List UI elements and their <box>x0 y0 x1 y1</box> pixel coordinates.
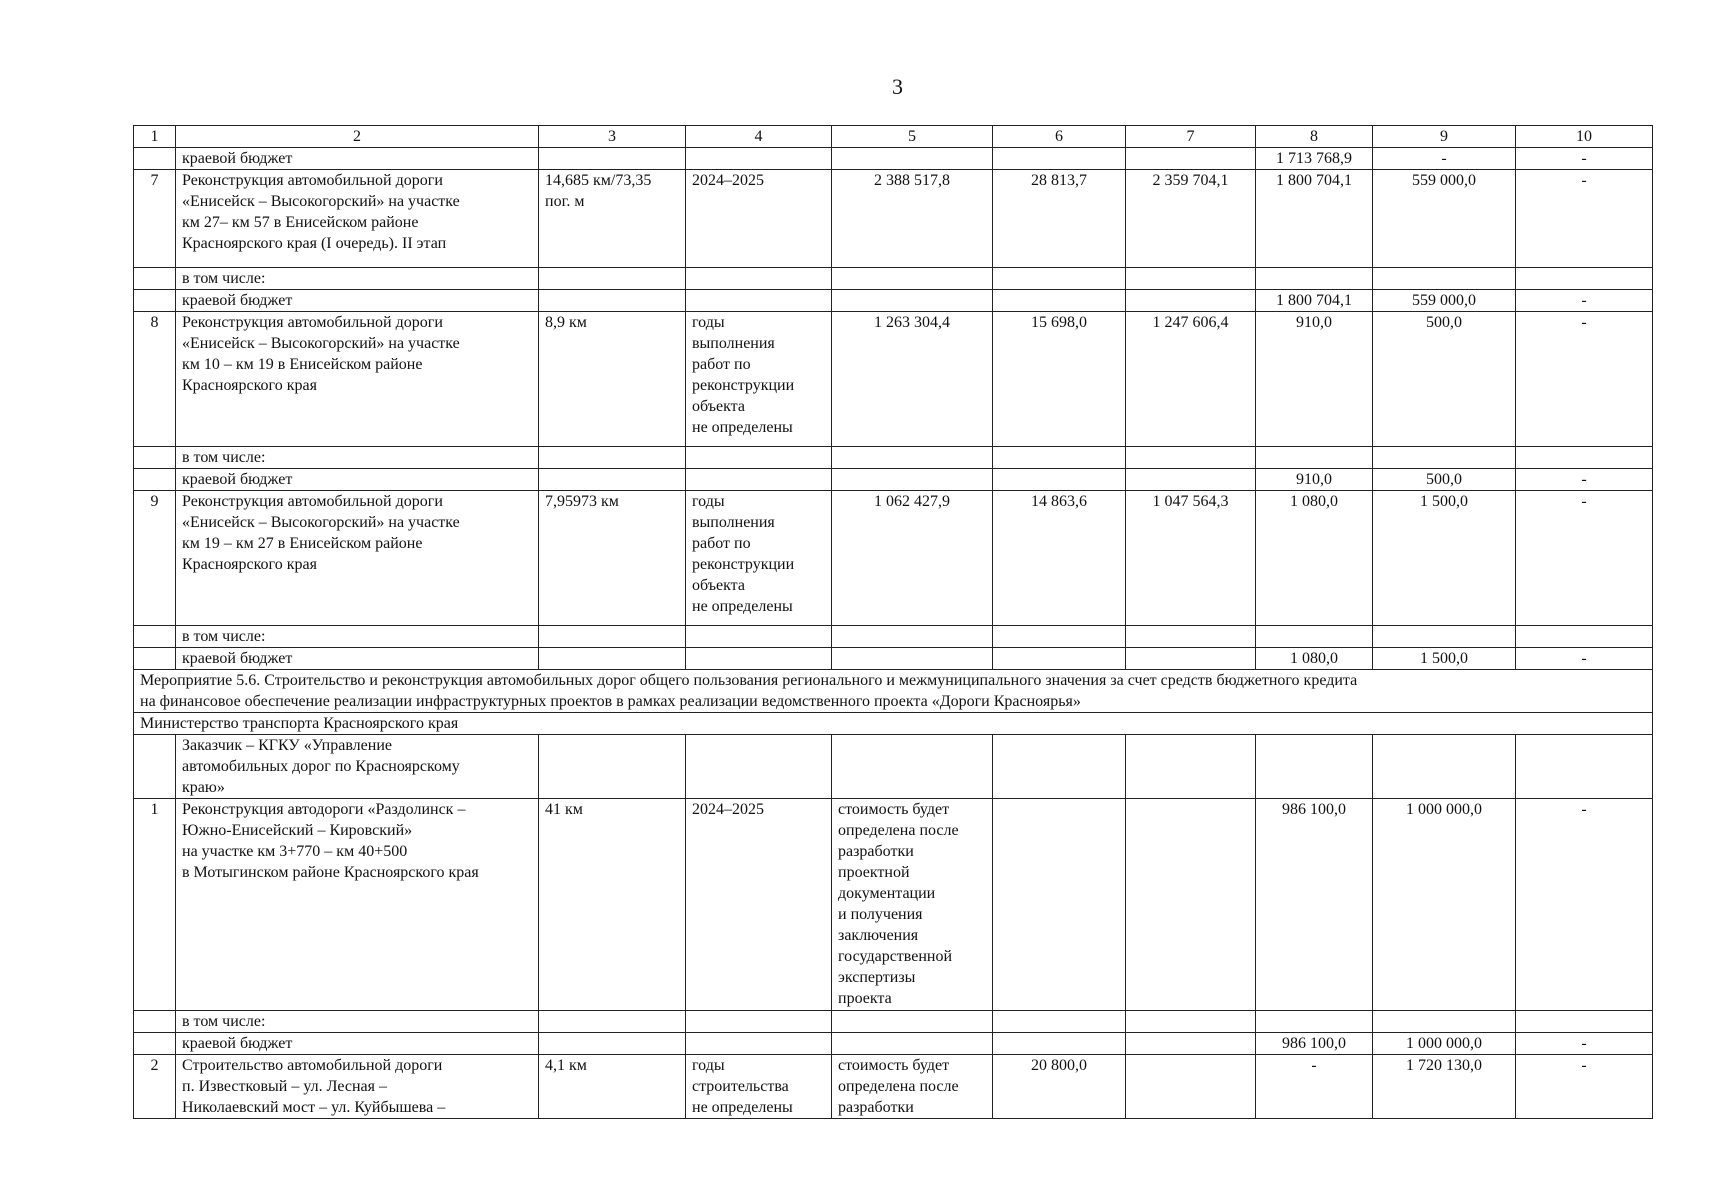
subtotal-row <box>134 469 1653 491</box>
row-label: в том числе: <box>176 447 539 469</box>
row-number: 8 <box>134 312 176 447</box>
cell-c5: 2 388 517,8 <box>832 170 993 268</box>
cell-c6 <box>993 799 1126 1011</box>
column-header: 10 <box>1516 126 1653 148</box>
cell-c9: 500,0 <box>1373 469 1516 491</box>
cell-c3 <box>539 148 686 170</box>
subtotal-row <box>134 1011 1653 1033</box>
cell-c5 <box>832 268 993 290</box>
object-name: Строительство автомобильной дороги п. Известковый – ул. Лесная – Николаевский мост – ул. Куйбышева – <box>176 1055 539 1119</box>
cell-c5 <box>832 1011 993 1033</box>
cell-c10 <box>1516 268 1653 290</box>
cell-c5 <box>832 290 993 312</box>
cell-c10: - <box>1516 312 1653 447</box>
cell-c4 <box>686 290 832 312</box>
table-row <box>134 170 1653 268</box>
cell-c9 <box>1373 268 1516 290</box>
cell-c9 <box>1373 735 1516 799</box>
cell-c10: - <box>1516 1055 1653 1119</box>
period: 2024–2025 <box>686 799 832 1011</box>
capacity: 7,95973 км <box>539 491 686 626</box>
row-label: в том числе: <box>176 626 539 648</box>
cell-c3 <box>539 469 686 491</box>
cell-c10: - <box>1516 469 1653 491</box>
cell-c8 <box>1256 268 1373 290</box>
cell-c10: - <box>1516 648 1653 670</box>
cell-c9: 559 000,0 <box>1373 290 1516 312</box>
cell-c7 <box>1126 268 1256 290</box>
cell-c7 <box>1126 799 1256 1011</box>
cell-c8 <box>1256 735 1373 799</box>
cell-c5 <box>832 735 993 799</box>
table-header-row <box>134 126 1653 148</box>
cell-c10 <box>1516 1011 1653 1033</box>
cell-c4 <box>686 626 832 648</box>
budget-table <box>133 125 1653 1119</box>
cell-c8: 1 080,0 <box>1256 648 1373 670</box>
cell-c7: 1 047 564,3 <box>1126 491 1256 626</box>
table-row <box>134 491 1653 626</box>
column-header: 6 <box>993 126 1126 148</box>
cell-c7 <box>1126 1033 1256 1055</box>
object-name: Реконструкция автомобильной дороги «Енисейск – Высокогорский» на участке км 10 – км 19 в Енисейском районе Красноярского края <box>176 312 539 447</box>
row-label: в том числе: <box>176 268 539 290</box>
period: 2024–2025 <box>686 170 832 268</box>
cell-c7 <box>1126 148 1256 170</box>
cell-c6 <box>993 290 1126 312</box>
cell-c6 <box>993 148 1126 170</box>
section-title: Мероприятие 5.6. Строительство и реконструкция автомобильных дорог общего пользования регионального и межмуниципального значения за счет средств бюджетного кредита на финансовое обеспечение реализации инфраструктурных проектов в рамках реализации ведомственного проекта «Дороги Красноярья» <box>134 670 1653 713</box>
row-number-cell <box>134 1033 176 1055</box>
cell-c8: 986 100,0 <box>1256 799 1373 1011</box>
cell-c7 <box>1126 648 1256 670</box>
cell-c10: - <box>1516 290 1653 312</box>
object-name: Реконструкция автомобильной дороги «Енисейск – Высокогорский» на участке км 27– км 57 в Енисейском районе Красноярского края (I очередь). II этап <box>176 170 539 268</box>
cell-c9: - <box>1373 148 1516 170</box>
cell-c9: 1 720 130,0 <box>1373 1055 1516 1119</box>
row-number-cell <box>134 648 176 670</box>
cell-c7 <box>1126 447 1256 469</box>
subtotal-row <box>134 1033 1653 1055</box>
cell-c8: 910,0 <box>1256 312 1373 447</box>
cell-c10 <box>1516 626 1653 648</box>
table-row <box>134 1055 1653 1119</box>
cell-c6 <box>993 1011 1126 1033</box>
row-number-cell <box>134 290 176 312</box>
subtotal-row <box>134 648 1653 670</box>
column-header: 5 <box>832 126 993 148</box>
cell-c6: 28 813,7 <box>993 170 1126 268</box>
cell-c7: 1 247 606,4 <box>1126 312 1256 447</box>
cell-c5 <box>832 469 993 491</box>
row-number: 9 <box>134 491 176 626</box>
cell-c8: 986 100,0 <box>1256 1033 1373 1055</box>
cell-c10: - <box>1516 170 1653 268</box>
cell-c8: 1 800 704,1 <box>1256 170 1373 268</box>
cell-c8: 1 080,0 <box>1256 491 1373 626</box>
cell-c10 <box>1516 735 1653 799</box>
cell-c8: - <box>1256 1055 1373 1119</box>
cell-c8: 1 800 704,1 <box>1256 290 1373 312</box>
object-name: Реконструкция автомобильной дороги «Енисейск – Высокогорский» на участке км 19 – км 27 в Енисейском районе Красноярского края <box>176 491 539 626</box>
cell-c6: 14 863,6 <box>993 491 1126 626</box>
cell-c6 <box>993 648 1126 670</box>
section-title: Министерство транспорта Красноярского края <box>134 713 1653 735</box>
cell-c6 <box>993 626 1126 648</box>
capacity: 8,9 км <box>539 312 686 447</box>
column-header: 7 <box>1126 126 1256 148</box>
cell-c5 <box>832 148 993 170</box>
subtotal-row <box>134 268 1653 290</box>
cell-c6 <box>993 268 1126 290</box>
cell-c3 <box>539 735 686 799</box>
row-label: в том числе: <box>176 1011 539 1033</box>
page-number: 3 <box>892 74 903 99</box>
section-row <box>134 670 1653 713</box>
cell-c3 <box>539 626 686 648</box>
cell-c6: 20 800,0 <box>993 1055 1126 1119</box>
subtotal-row <box>134 290 1653 312</box>
row-label: краевой бюджет <box>176 469 539 491</box>
cell-c5: стоимость будет определена после разработки проектной документации и получения заключения государственной экспертизы проекта <box>832 799 993 1011</box>
cell-c6 <box>993 1033 1126 1055</box>
cell-c4 <box>686 447 832 469</box>
subtotal-row <box>134 735 1653 799</box>
capacity: 41 км <box>539 799 686 1011</box>
section-row <box>134 713 1653 735</box>
cell-c9: 559 000,0 <box>1373 170 1516 268</box>
period: годы выполнения работ по реконструкции объекта не определены <box>686 312 832 447</box>
cell-c5: 1 062 427,9 <box>832 491 993 626</box>
cell-c9 <box>1373 626 1516 648</box>
table-row <box>134 312 1653 447</box>
cell-c5: стоимость будет определена после разработки <box>832 1055 993 1119</box>
row-number-cell <box>134 447 176 469</box>
cell-c5 <box>832 648 993 670</box>
subtotal-row <box>134 447 1653 469</box>
cell-c10: - <box>1516 799 1653 1011</box>
cell-c3 <box>539 1011 686 1033</box>
cell-c7 <box>1126 469 1256 491</box>
cell-c6 <box>993 469 1126 491</box>
column-header: 1 <box>134 126 176 148</box>
column-header: 2 <box>176 126 539 148</box>
column-header: 9 <box>1373 126 1516 148</box>
column-header: 8 <box>1256 126 1373 148</box>
cell-c4 <box>686 469 832 491</box>
period: годы строительства не определены <box>686 1055 832 1119</box>
row-number-cell <box>134 626 176 648</box>
capacity: 14,685 км/73,35 пог. м <box>539 170 686 268</box>
cell-c8: 910,0 <box>1256 469 1373 491</box>
cell-c10 <box>1516 447 1653 469</box>
row-label: краевой бюджет <box>176 1033 539 1055</box>
cell-c4 <box>686 648 832 670</box>
cell-c3 <box>539 447 686 469</box>
row-number-cell <box>134 268 176 290</box>
cell-c3 <box>539 648 686 670</box>
cell-c6: 15 698,0 <box>993 312 1126 447</box>
cell-c8 <box>1256 626 1373 648</box>
cell-c9: 500,0 <box>1373 312 1516 447</box>
cell-c9: 1 000 000,0 <box>1373 799 1516 1011</box>
cell-c7 <box>1126 735 1256 799</box>
cell-c9: 1 500,0 <box>1373 491 1516 626</box>
row-label: Заказчик – КГКУ «Управление автомобильных дорог по Красноярскому краю» <box>176 735 539 799</box>
cell-c4 <box>686 1033 832 1055</box>
cell-c7: 2 359 704,1 <box>1126 170 1256 268</box>
cell-c9 <box>1373 1011 1516 1033</box>
row-number: 2 <box>134 1055 176 1119</box>
cell-c7 <box>1126 626 1256 648</box>
cell-c3 <box>539 1033 686 1055</box>
column-header: 3 <box>539 126 686 148</box>
cell-c7 <box>1126 1055 1256 1119</box>
subtotal-row <box>134 148 1653 170</box>
cell-c9: 1 000 000,0 <box>1373 1033 1516 1055</box>
object-name: Реконструкция автодороги «Раздолинск – Южно-Енисейский – Кировский» на участке км 3+770 – км 40+500 в Мотыгинском районе Красноярского края <box>176 799 539 1011</box>
capacity: 4,1 км <box>539 1055 686 1119</box>
cell-c8: 1 713 768,9 <box>1256 148 1373 170</box>
cell-c9 <box>1373 447 1516 469</box>
cell-c4 <box>686 735 832 799</box>
cell-c6 <box>993 447 1126 469</box>
cell-c8 <box>1256 1011 1373 1033</box>
cell-c10: - <box>1516 1033 1653 1055</box>
row-number-cell <box>134 469 176 491</box>
row-number: 7 <box>134 170 176 268</box>
row-label: краевой бюджет <box>176 290 539 312</box>
cell-c4 <box>686 268 832 290</box>
row-label: краевой бюджет <box>176 648 539 670</box>
cell-c10: - <box>1516 491 1653 626</box>
cell-c4 <box>686 1011 832 1033</box>
cell-c7 <box>1126 290 1256 312</box>
cell-c6 <box>993 735 1126 799</box>
cell-c3 <box>539 268 686 290</box>
cell-c5 <box>832 1033 993 1055</box>
period: годы выполнения работ по реконструкции объекта не определены <box>686 491 832 626</box>
cell-c7 <box>1126 1011 1256 1033</box>
subtotal-row <box>134 626 1653 648</box>
cell-c9: 1 500,0 <box>1373 648 1516 670</box>
row-number: 1 <box>134 799 176 1011</box>
table-row <box>134 799 1653 1011</box>
row-number-cell <box>134 735 176 799</box>
row-number-cell <box>134 148 176 170</box>
cell-c5 <box>832 626 993 648</box>
cell-c8 <box>1256 447 1373 469</box>
cell-c5 <box>832 447 993 469</box>
cell-c4 <box>686 148 832 170</box>
row-label: краевой бюджет <box>176 148 539 170</box>
cell-c3 <box>539 290 686 312</box>
row-number-cell <box>134 1011 176 1033</box>
column-header: 4 <box>686 126 832 148</box>
cell-c5: 1 263 304,4 <box>832 312 993 447</box>
cell-c10: - <box>1516 148 1653 170</box>
